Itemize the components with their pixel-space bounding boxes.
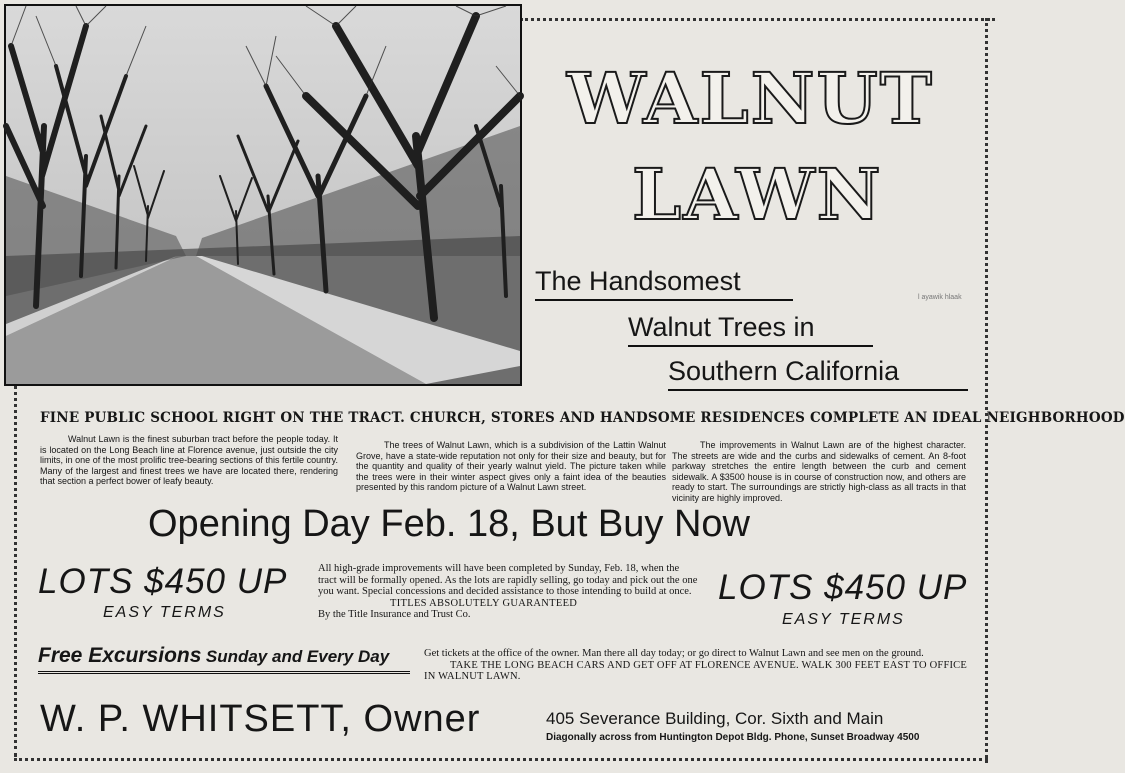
address-line-2: Diagonally across from Huntington Depot Bldg. Phone, Sunset Broadway 4500 (546, 732, 920, 743)
easy-terms-right: EASY TERMS (782, 611, 905, 628)
improvements-notice (318, 563, 698, 621)
opening-day-banner: Opening Day Feb. 18, But Buy Now (148, 503, 750, 545)
title-walnut: WALNUT (567, 57, 934, 140)
dotted-border-left (14, 385, 17, 757)
dotted-border-bottom (14, 758, 988, 761)
owner-name: W. P. WHITSETT, Owner (40, 698, 481, 740)
dotted-border-top (520, 18, 995, 21)
headline: FINE PUBLIC SCHOOL RIGHT ON THE TRACT. CHURCH, STORES AND HANDSOME RESIDENCES COMPLETE AN IDEAL NEIGHBORHOOD (40, 409, 1125, 427)
directions-caps: TAKE THE LONG BEACH CARS AND GET OFF AT FLORENCE AVENUE. WALK 300 FEET EAST TO OFFICE IN WALNUT LAWN. (424, 659, 968, 682)
free-excursions: Free Excursions Sunday and Every Day (38, 644, 410, 674)
titles-guaranteed: TITLES ABSOLUTELY GUARANTEED (390, 597, 578, 609)
slogan-line-3: Southern California (668, 356, 968, 391)
directions (424, 648, 969, 683)
column-2: The trees of Walnut Lawn, which is a subdivision of the Lattin Walnut Grove, have a state-wide reputation not only for their size and beauty, but for the quantity and quality of their yearly walnut yield. The picture taken while the trees were in their winter aspect gives only a faint idea of the beauties presented by this random picture of a Walnut Lawn street. (356, 440, 666, 492)
easy-terms-left: EASY TERMS (103, 604, 226, 621)
title-lawn: LAWN (632, 153, 883, 236)
directions-text: Get tickets at the office of the owner. Man there all day today; or go direct to Walnut Lawn and see men on the ground. (424, 648, 924, 659)
column-3: The improvements in Walnut Lawn are of the highest character. The streets are wide and the curbs and sidewalks of cement. An 8-foot parkway stretches the entire length between the curb and cement sidewalk. A $3500 house is in course of construction now, and others are ready to start. The surroundings are strictly high-class as all tracts in that vicinity are highly improved. (672, 440, 966, 503)
lots-price-right: LOTS $450 UP (718, 568, 968, 607)
address-line-1: 405 Severance Building, Cor. Sixth and Main (546, 709, 884, 728)
lots-price-left: LOTS $450 UP (38, 562, 288, 601)
walnut-grove-photo (4, 4, 522, 386)
dotted-border-right (985, 18, 988, 763)
column-1: Walnut Lawn is the finest suburban tract before the people today. It is located on the Long Beach line at Florence avenue, just outside the city limits, in one of the most prolific tree-bearing sections of this fertile country. Many of the largest and finest trees we have are located there, rendering that section a perfect bower of leafy beauty. (40, 434, 338, 486)
improvements-text: All high-grade improvements will have been completed by Sunday, Feb. 18, when the tract will be formally opened. As the lots are rapidly selling, go today and pick out the one you want. Special concessions and decided assistance to those intending to build at once. (318, 563, 698, 597)
title-insurance: By the Title Insurance and Trust Co. (318, 609, 471, 620)
slogan-line-2: Walnut Trees in (628, 312, 873, 347)
tree-lined-street-illustration (6, 6, 520, 384)
slogan-line-1: The Handsomest (535, 266, 793, 301)
margin-note: l ayawik hlaak (918, 294, 962, 301)
